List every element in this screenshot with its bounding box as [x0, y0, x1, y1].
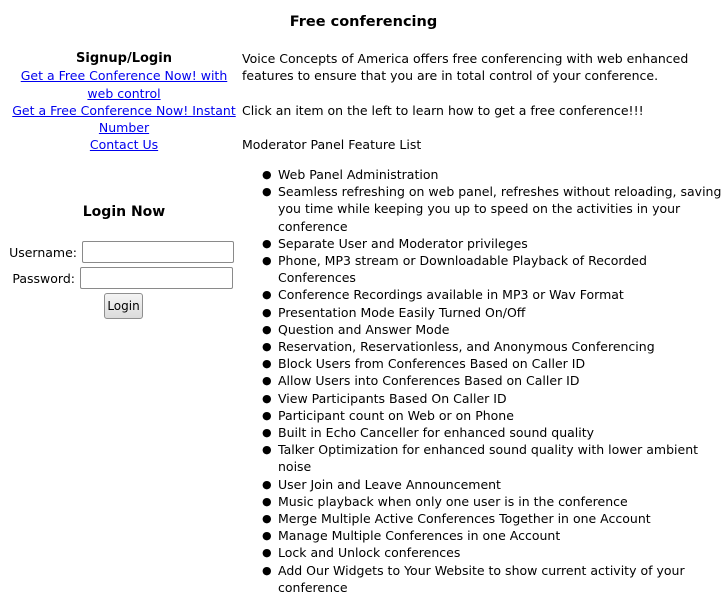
intro-text: Voice Concepts of America offers free conferencing with web enhanced features to ensure that you are in total control of your conference. — [242, 51, 689, 84]
list-item: ● Allow Users into Conferences Based on Caller ID — [262, 373, 580, 389]
list-item: ● Add Our Widgets to Your Website to show current activity of your conference — [262, 562, 685, 595]
login-heading: Login Now — [82, 204, 166, 220]
bullet-icon: ● — [262, 374, 272, 388]
bullet-icon: ● — [262, 443, 272, 457]
list-item: ● Manage Multiple Conferences in one Account — [262, 528, 561, 544]
page-title: Free conferencing — [289, 14, 438, 30]
list-item: ● Presentation Mode Easily Turned On/Off — [262, 304, 526, 320]
list-item: ● Block Users from Conferences Based on Caller ID — [262, 356, 586, 372]
list-item: ● Separate User and Moderator privileges — [262, 235, 528, 251]
list-item: ● Merge Multiple Active Conferences Together in one Account — [262, 511, 651, 527]
bullet-icon: ● — [262, 426, 272, 440]
free-conference-web-control-link[interactable]: Get a Free Conference Now! with web control — [20, 68, 228, 101]
bullet-icon: ● — [262, 494, 272, 508]
password-input[interactable] — [80, 267, 233, 289]
bullet-icon: ● — [262, 185, 272, 199]
list-item: ● Participant count on Web or on Phone — [262, 407, 514, 423]
list-item: ● Reservation, Reservationless, and Anonymous Conferencing — [262, 339, 655, 355]
main-content — [242, 50, 722, 153]
bullet-icon: ● — [262, 254, 272, 268]
list-item: ● Question and Answer Mode — [262, 321, 450, 337]
list-item: ● Built in Echo Canceller for enhanced sound quality — [262, 425, 595, 441]
bullet-icon: ● — [262, 546, 272, 560]
click-instruction-text: Click an item on the left to learn how to get a free conference!!! — [242, 102, 644, 118]
bullet-icon: ● — [262, 236, 272, 250]
bullet-icon: ● — [262, 340, 272, 354]
bullet-icon: ● — [262, 477, 272, 491]
bullet-icon: ● — [262, 357, 272, 371]
bullet-icon: ● — [262, 391, 272, 405]
bullet-icon: ● — [262, 529, 272, 543]
bullet-icon: ● — [262, 408, 272, 422]
password-label: Password: — [12, 270, 75, 286]
username-input[interactable] — [82, 241, 234, 263]
password-row — [0, 266, 233, 290]
bullet-icon: ● — [262, 512, 272, 526]
bullet-icon: ● — [262, 563, 272, 577]
signup-login-panel — [7, 50, 241, 154]
list-item: ● Music playback when only one user is in the conference — [262, 493, 628, 509]
free-conference-instant-number-link[interactable]: Get a Free Conference Now! Instant Number — [12, 102, 236, 136]
username-row — [0, 240, 234, 264]
bullet-icon: ● — [262, 288, 272, 302]
contact-us-link[interactable]: Contact Us — [89, 137, 159, 153]
feature-list — [262, 166, 722, 596]
list-item: ● Seamless refreshing on web panel, refreshes without reloading, saving you time while keeping you up to speed on the activities in your conference — [262, 184, 722, 234]
signup-login-heading: Signup/Login — [76, 51, 172, 66]
bullet-icon: ● — [262, 168, 272, 181]
bullet-icon: ● — [262, 322, 272, 336]
list-item: ● Talker Optimization for enhanced sound quality with lower ambient noise — [262, 442, 699, 475]
list-item: ● Phone, MP3 stream or Downloadable Playback of Recorded Conferences — [262, 253, 647, 286]
login-button[interactable]: Login — [104, 293, 143, 319]
bullet-icon: ● — [262, 305, 272, 319]
list-item: ● Web Panel Administration — [262, 167, 439, 182]
list-item: ● Lock and Unlock conferences — [262, 545, 461, 561]
list-item: ● User Join and Leave Announcement — [262, 476, 501, 492]
list-item: ● Conference Recordings available in MP3 or Wav Format — [262, 287, 624, 303]
list-item: ● View Participants Based On Caller ID — [262, 390, 507, 406]
username-label: Username: — [9, 244, 77, 260]
features-heading: Moderator Panel Feature List — [242, 136, 422, 152]
